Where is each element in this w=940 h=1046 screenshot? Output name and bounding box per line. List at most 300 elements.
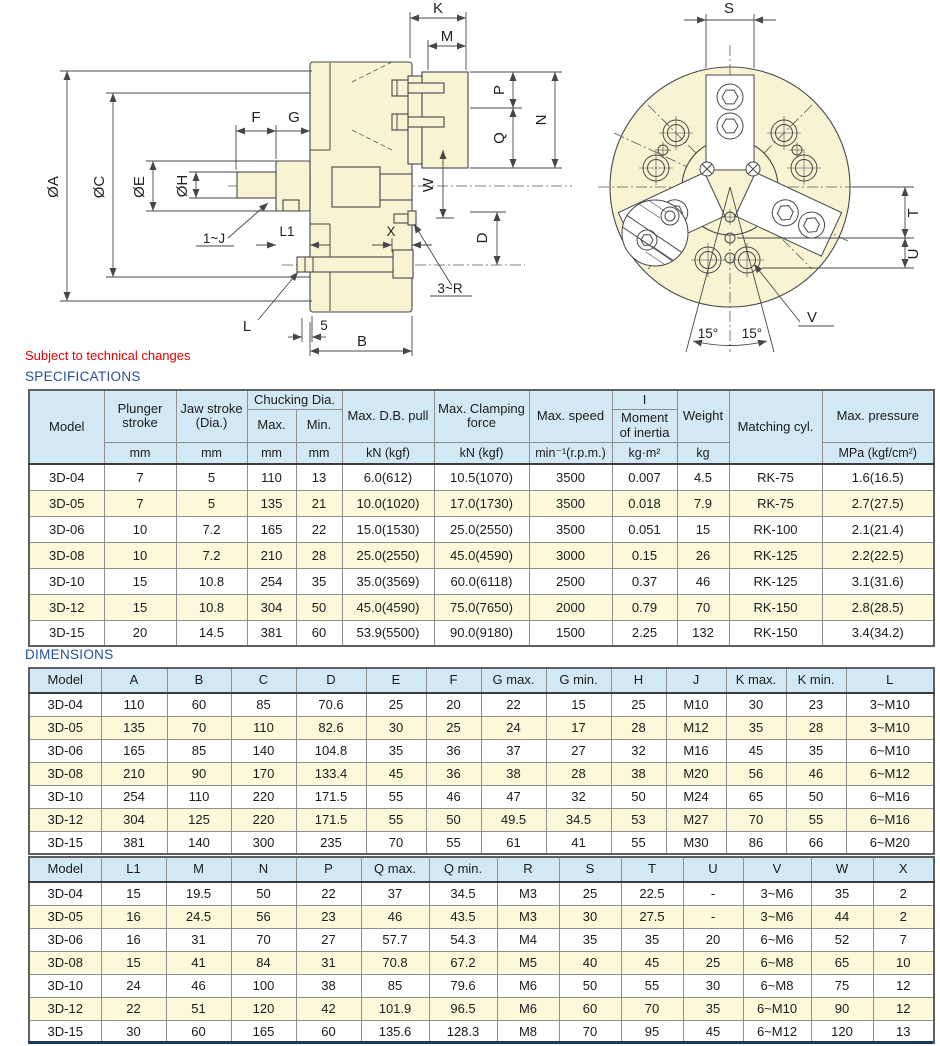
- table-cell: 3500: [529, 516, 612, 542]
- table-cell: 110: [231, 716, 296, 739]
- table-cell: 140: [231, 739, 296, 762]
- table-cell: 254: [101, 785, 167, 808]
- table-cell: M10: [666, 693, 726, 716]
- table-cell: 26: [677, 542, 729, 568]
- column-header: L: [846, 668, 934, 693]
- table-cell: 30: [101, 1020, 166, 1043]
- column-header: Model: [29, 857, 101, 882]
- table-cell: 30: [726, 693, 786, 716]
- table-cell: 27: [546, 739, 611, 762]
- table-cell: 5: [176, 464, 247, 490]
- table-cell: 35: [811, 882, 873, 905]
- table-cell: 65: [811, 951, 873, 974]
- table-cell: 37: [481, 739, 546, 762]
- dim-label-k: K: [432, 0, 444, 17]
- table-cell: 4.5: [677, 464, 729, 490]
- column-header: K min.: [786, 668, 846, 693]
- table-cell: 10.0(1020): [342, 490, 434, 516]
- table-cell: 381: [247, 620, 296, 646]
- table-cell: 1500: [529, 620, 612, 646]
- table-row: [29, 542, 934, 568]
- table-cell: 44: [811, 905, 873, 928]
- table-row: [29, 905, 934, 928]
- table-cell: 15: [101, 951, 166, 974]
- specifications-body: [29, 464, 934, 646]
- table-cell: 25.0(2550): [434, 516, 529, 542]
- column-header: W: [811, 857, 873, 882]
- table-cell: 25.0(2550): [342, 542, 434, 568]
- table-cell: 55: [366, 808, 426, 831]
- technical-drawings: [0, 0, 940, 368]
- table-cell: 6~M12: [743, 1020, 811, 1043]
- table-cell: 84: [231, 951, 296, 974]
- table-cell: 2500: [529, 568, 612, 594]
- table-cell: 3D-05: [29, 905, 101, 928]
- dim-label-5: 5: [320, 318, 328, 333]
- table-cell: 3D-10: [29, 568, 104, 594]
- table-cell: 55: [611, 831, 666, 854]
- table-row: [29, 464, 934, 490]
- column-header-inertia-symbol: I: [612, 390, 677, 409]
- table-cell: 36: [426, 739, 481, 762]
- table-cell: RK-125: [729, 542, 822, 568]
- table-cell: M4: [497, 928, 559, 951]
- table-cell: 27: [296, 928, 361, 951]
- table-cell: 165: [231, 1020, 296, 1043]
- column-header-inertia: Moment of inertia: [612, 409, 677, 442]
- column-header: Q max.: [361, 857, 429, 882]
- table-row: [29, 693, 934, 716]
- unit-cell: mm: [104, 442, 176, 464]
- table-cell: 220: [231, 785, 296, 808]
- table-cell: 3D-12: [29, 808, 101, 831]
- table-cell: M20: [666, 762, 726, 785]
- table-cell: 140: [167, 831, 231, 854]
- dim-label-t: T: [905, 208, 922, 218]
- table-cell: 210: [247, 542, 296, 568]
- column-header: D: [296, 668, 366, 693]
- table-cell: 3D-05: [29, 716, 101, 739]
- unit-cell: kg: [677, 442, 729, 464]
- table-cell: 25: [559, 882, 621, 905]
- table-cell: 23: [786, 693, 846, 716]
- table-cell: 37: [361, 882, 429, 905]
- table-cell: 60: [296, 620, 342, 646]
- table-cell: 30: [559, 905, 621, 928]
- table-cell: 28: [611, 716, 666, 739]
- dim-label-oh: ØH: [174, 174, 191, 198]
- table-cell: 70: [231, 928, 296, 951]
- table-cell: M16: [666, 739, 726, 762]
- table-cell: M24: [666, 785, 726, 808]
- table-cell: 35: [726, 716, 786, 739]
- table-cell: 3~M6: [743, 882, 811, 905]
- table-cell: 3~M6: [743, 905, 811, 928]
- table-cell: 53.9(5500): [342, 620, 434, 646]
- column-header-max-speed: Max. speed: [529, 390, 612, 442]
- table-cell: 70.8: [361, 951, 429, 974]
- table-cell: 300: [231, 831, 296, 854]
- table-cell: 15: [546, 693, 611, 716]
- dimensions-header-1: [29, 668, 934, 693]
- table-cell: 15: [101, 882, 166, 905]
- table-row: [29, 808, 934, 831]
- column-header: M: [166, 857, 231, 882]
- column-header: E: [366, 668, 426, 693]
- table-cell: 165: [101, 739, 167, 762]
- table-cell: 12: [873, 974, 934, 997]
- column-header: U: [683, 857, 743, 882]
- table-cell: 52: [811, 928, 873, 951]
- table-cell: 55: [621, 974, 683, 997]
- column-header: J: [666, 668, 726, 693]
- table-cell: 70: [621, 997, 683, 1020]
- table-cell: 35: [366, 739, 426, 762]
- table-cell: 90.0(9180): [434, 620, 529, 646]
- table-cell: 235: [296, 831, 366, 854]
- table-row: [29, 490, 934, 516]
- table-cell: 46: [166, 974, 231, 997]
- column-header-chucking-min: Min.: [296, 409, 342, 442]
- column-header: R: [497, 857, 559, 882]
- table-cell: 75.0(7650): [434, 594, 529, 620]
- table-cell: 53: [611, 808, 666, 831]
- unit-cell: kg·m²: [612, 442, 677, 464]
- table-cell: 36: [426, 762, 481, 785]
- table-cell: 2.7(27.5): [822, 490, 934, 516]
- column-header-weight: Weight: [677, 390, 729, 442]
- dimensions-table-1: [28, 667, 935, 855]
- column-header: N: [231, 857, 296, 882]
- table-cell: 38: [611, 762, 666, 785]
- angle-label-right: 15°: [741, 326, 763, 341]
- table-cell: 6~M6: [743, 928, 811, 951]
- table-cell: 70: [167, 716, 231, 739]
- table-cell: RK-75: [729, 490, 822, 516]
- column-header: L1: [101, 857, 166, 882]
- table-cell: 7.9: [677, 490, 729, 516]
- table-cell: 2: [873, 882, 934, 905]
- table-cell: 3D-06: [29, 928, 101, 951]
- table-cell: 31: [296, 951, 361, 974]
- table-cell: RK-150: [729, 594, 822, 620]
- table-cell: -: [683, 905, 743, 928]
- table-cell: 304: [101, 808, 167, 831]
- unit-cell: mm: [247, 442, 296, 464]
- dimensions-body-1: [29, 693, 934, 854]
- table-cell: 70: [677, 594, 729, 620]
- unit-cell: kN (kgf): [434, 442, 529, 464]
- table-cell: 3D-10: [29, 785, 101, 808]
- unit-cell: mm: [176, 442, 247, 464]
- table-cell: 60: [559, 997, 621, 1020]
- table-cell: 90: [167, 762, 231, 785]
- table-cell: M6: [497, 997, 559, 1020]
- table-row: [29, 1020, 934, 1043]
- column-header-chucking-dia: Chucking Dia.: [247, 390, 342, 409]
- table-cell: 10.8: [176, 568, 247, 594]
- table-cell: 3D-12: [29, 594, 104, 620]
- table-cell: 3D-06: [29, 739, 101, 762]
- table-cell: 0.15: [612, 542, 677, 568]
- table-cell: 6~M16: [846, 785, 934, 808]
- table-cell: 0.007: [612, 464, 677, 490]
- table-cell: 27.5: [621, 905, 683, 928]
- table-cell: 28: [546, 762, 611, 785]
- table-cell: 46: [426, 785, 481, 808]
- table-cell: 46: [677, 568, 729, 594]
- table-cell: 3D-08: [29, 951, 101, 974]
- table-cell: M5: [497, 951, 559, 974]
- table-cell: 6~M8: [743, 974, 811, 997]
- table-cell: 3D-15: [29, 831, 101, 854]
- table-cell: 6~M10: [743, 997, 811, 1020]
- table-cell: 133.4: [296, 762, 366, 785]
- table-cell: 20: [683, 928, 743, 951]
- table-cell: 12: [873, 997, 934, 1020]
- table-cell: 304: [247, 594, 296, 620]
- table-cell: 45: [621, 951, 683, 974]
- table-cell: 50: [426, 808, 481, 831]
- table-row: [29, 882, 934, 905]
- column-header: F: [426, 668, 481, 693]
- table-cell: 3500: [529, 464, 612, 490]
- table-cell: 1.6(16.5): [822, 464, 934, 490]
- table-cell: 3D-05: [29, 490, 104, 516]
- table-cell: 41: [546, 831, 611, 854]
- table-cell: 110: [167, 785, 231, 808]
- table-cell: 120: [811, 1020, 873, 1043]
- column-header: C: [231, 668, 296, 693]
- table-row: [29, 974, 934, 997]
- table-cell: 28: [786, 716, 846, 739]
- table-cell: 13: [873, 1020, 934, 1043]
- table-cell: 70: [726, 808, 786, 831]
- table-cell: 104.8: [296, 739, 366, 762]
- table-cell: 120: [231, 997, 296, 1020]
- table-cell: 125: [167, 808, 231, 831]
- table-cell: 30: [366, 716, 426, 739]
- table-cell: RK-150: [729, 620, 822, 646]
- table-cell: 35: [621, 928, 683, 951]
- table-cell: 38: [296, 974, 361, 997]
- table-cell: M27: [666, 808, 726, 831]
- table-cell: 66: [786, 831, 846, 854]
- column-header-model: Model: [29, 390, 104, 464]
- table-cell: 6.0(612): [342, 464, 434, 490]
- column-header-chucking-max: Max.: [247, 409, 296, 442]
- column-header: G min.: [546, 668, 611, 693]
- table-cell: 42: [296, 997, 361, 1020]
- unit-cell: min⁻¹(r.p.m.): [529, 442, 612, 464]
- table-cell: 135: [101, 716, 167, 739]
- table-cell: 16: [101, 928, 166, 951]
- table-cell: 3D-06: [29, 516, 104, 542]
- table-cell: 2: [873, 905, 934, 928]
- table-cell: 2.25: [612, 620, 677, 646]
- table-cell: 22: [481, 693, 546, 716]
- table-cell: 51: [166, 997, 231, 1020]
- table-cell: 90: [811, 997, 873, 1020]
- table-cell: 50: [296, 594, 342, 620]
- bottom-rule: [28, 1041, 933, 1044]
- table-cell: 3D-08: [29, 762, 101, 785]
- table-row: [29, 716, 934, 739]
- table-row: [29, 620, 934, 646]
- table-cell: 40: [559, 951, 621, 974]
- table-cell: 3~M10: [846, 716, 934, 739]
- table-cell: 16: [101, 905, 166, 928]
- table-cell: 22: [101, 997, 166, 1020]
- table-cell: 3D-12: [29, 997, 101, 1020]
- table-cell: 38: [481, 762, 546, 785]
- table-cell: 24: [481, 716, 546, 739]
- table-cell: 5: [176, 490, 247, 516]
- table-cell: 56: [231, 905, 296, 928]
- column-header-max-db-pull: Max. D.B. pull: [342, 390, 434, 442]
- table-cell: 57.7: [361, 928, 429, 951]
- column-header: B: [167, 668, 231, 693]
- column-header-matching-cyl: Matching cyl.: [729, 390, 822, 464]
- table-cell: 95: [621, 1020, 683, 1043]
- table-row: [29, 951, 934, 974]
- dim-label-l: L: [242, 318, 252, 335]
- table-cell: 46: [786, 762, 846, 785]
- table-cell: 3D-15: [29, 620, 104, 646]
- table-cell: -: [683, 882, 743, 905]
- column-header: P: [296, 857, 361, 882]
- table-cell: 35.0(3569): [342, 568, 434, 594]
- table-cell: 135: [247, 490, 296, 516]
- table-cell: 25: [611, 693, 666, 716]
- dim-label-q: Q: [491, 132, 508, 144]
- table-cell: 3D-04: [29, 693, 101, 716]
- table-cell: 3000: [529, 542, 612, 568]
- column-header: Q min.: [429, 857, 497, 882]
- table-cell: 22: [296, 516, 342, 542]
- table-cell: 0.051: [612, 516, 677, 542]
- dim-label-b: B: [356, 333, 368, 350]
- table-cell: 101.9: [361, 997, 429, 1020]
- table-cell: 165: [247, 516, 296, 542]
- specifications-table: [28, 389, 935, 647]
- table-row: [29, 594, 934, 620]
- front-view-drawing: [598, 0, 922, 352]
- table-cell: M3: [497, 882, 559, 905]
- dim-label-v: V: [806, 309, 818, 326]
- table-cell: 3D-04: [29, 882, 101, 905]
- table-cell: 50: [611, 785, 666, 808]
- dimensions-header-2: [29, 857, 934, 882]
- angle-label-left: 15°: [697, 326, 719, 341]
- table-cell: 171.5: [296, 785, 366, 808]
- table-cell: 35: [786, 739, 846, 762]
- table-cell: 65: [726, 785, 786, 808]
- table-row: [29, 739, 934, 762]
- table-cell: 19.5: [166, 882, 231, 905]
- table-cell: 45.0(4590): [434, 542, 529, 568]
- table-cell: 210: [101, 762, 167, 785]
- unit-cell: MPa (kgf/cm²): [822, 442, 934, 464]
- table-cell: 3.4(34.2): [822, 620, 934, 646]
- table-cell: 50: [231, 882, 296, 905]
- table-cell: 6~M16: [846, 808, 934, 831]
- table-cell: 6~M20: [846, 831, 934, 854]
- table-cell: 50: [559, 974, 621, 997]
- table-cell: 7.2: [176, 516, 247, 542]
- dim-label-d: D: [474, 232, 491, 244]
- table-cell: 7: [104, 490, 176, 516]
- table-cell: 24: [101, 974, 166, 997]
- column-header: A: [101, 668, 167, 693]
- table-cell: 35: [683, 997, 743, 1020]
- table-cell: 171.5: [296, 808, 366, 831]
- table-cell: RK-125: [729, 568, 822, 594]
- table-cell: RK-100: [729, 516, 822, 542]
- dim-label-p: P: [491, 84, 508, 96]
- column-header-jaw-stroke: Jaw stroke (Dia.): [176, 390, 247, 442]
- table-cell: 15: [104, 594, 176, 620]
- column-header: V: [743, 857, 811, 882]
- side-view-drawing: [45, 0, 572, 356]
- table-cell: 100: [231, 974, 296, 997]
- table-cell: 170: [231, 762, 296, 785]
- table-row: [29, 997, 934, 1020]
- table-cell: M30: [666, 831, 726, 854]
- dim-label-x: X: [386, 224, 396, 239]
- table-cell: 30: [683, 974, 743, 997]
- table-cell: 10: [104, 516, 176, 542]
- table-cell: 45: [726, 739, 786, 762]
- table-cell: 32: [611, 739, 666, 762]
- table-cell: 7.2: [176, 542, 247, 568]
- table-cell: 254: [247, 568, 296, 594]
- table-cell: 60: [296, 1020, 361, 1043]
- table-cell: 2.2(22.5): [822, 542, 934, 568]
- table-cell: 43.5: [429, 905, 497, 928]
- table-row: [29, 568, 934, 594]
- table-cell: 20: [104, 620, 176, 646]
- table-cell: 220: [231, 808, 296, 831]
- table-cell: 60: [167, 693, 231, 716]
- table-cell: 2.8(28.5): [822, 594, 934, 620]
- specifications-title: SPECIFICATIONS: [25, 369, 141, 384]
- table-cell: 22.5: [621, 882, 683, 905]
- column-header-max-clamping-force: Max. Clamping force: [434, 390, 529, 442]
- table-cell: 7: [104, 464, 176, 490]
- table-cell: 82.6: [296, 716, 366, 739]
- dim-label-u: U: [905, 248, 922, 260]
- table-cell: 25: [366, 693, 426, 716]
- table-cell: 3~M10: [846, 693, 934, 716]
- table-cell: 7: [873, 928, 934, 951]
- column-header: K max.: [726, 668, 786, 693]
- table-cell: 10: [104, 542, 176, 568]
- table-cell: M12: [666, 716, 726, 739]
- column-header: T: [621, 857, 683, 882]
- table-cell: 55: [426, 831, 481, 854]
- table-cell: 0.37: [612, 568, 677, 594]
- table-cell: 23: [296, 905, 361, 928]
- table-cell: 381: [101, 831, 167, 854]
- table-cell: 56: [726, 762, 786, 785]
- table-cell: 75: [811, 974, 873, 997]
- table-cell: 0.79: [612, 594, 677, 620]
- table-row: [29, 516, 934, 542]
- table-row: [29, 785, 934, 808]
- table-cell: 70.6: [296, 693, 366, 716]
- dim-label-m: M: [440, 28, 454, 45]
